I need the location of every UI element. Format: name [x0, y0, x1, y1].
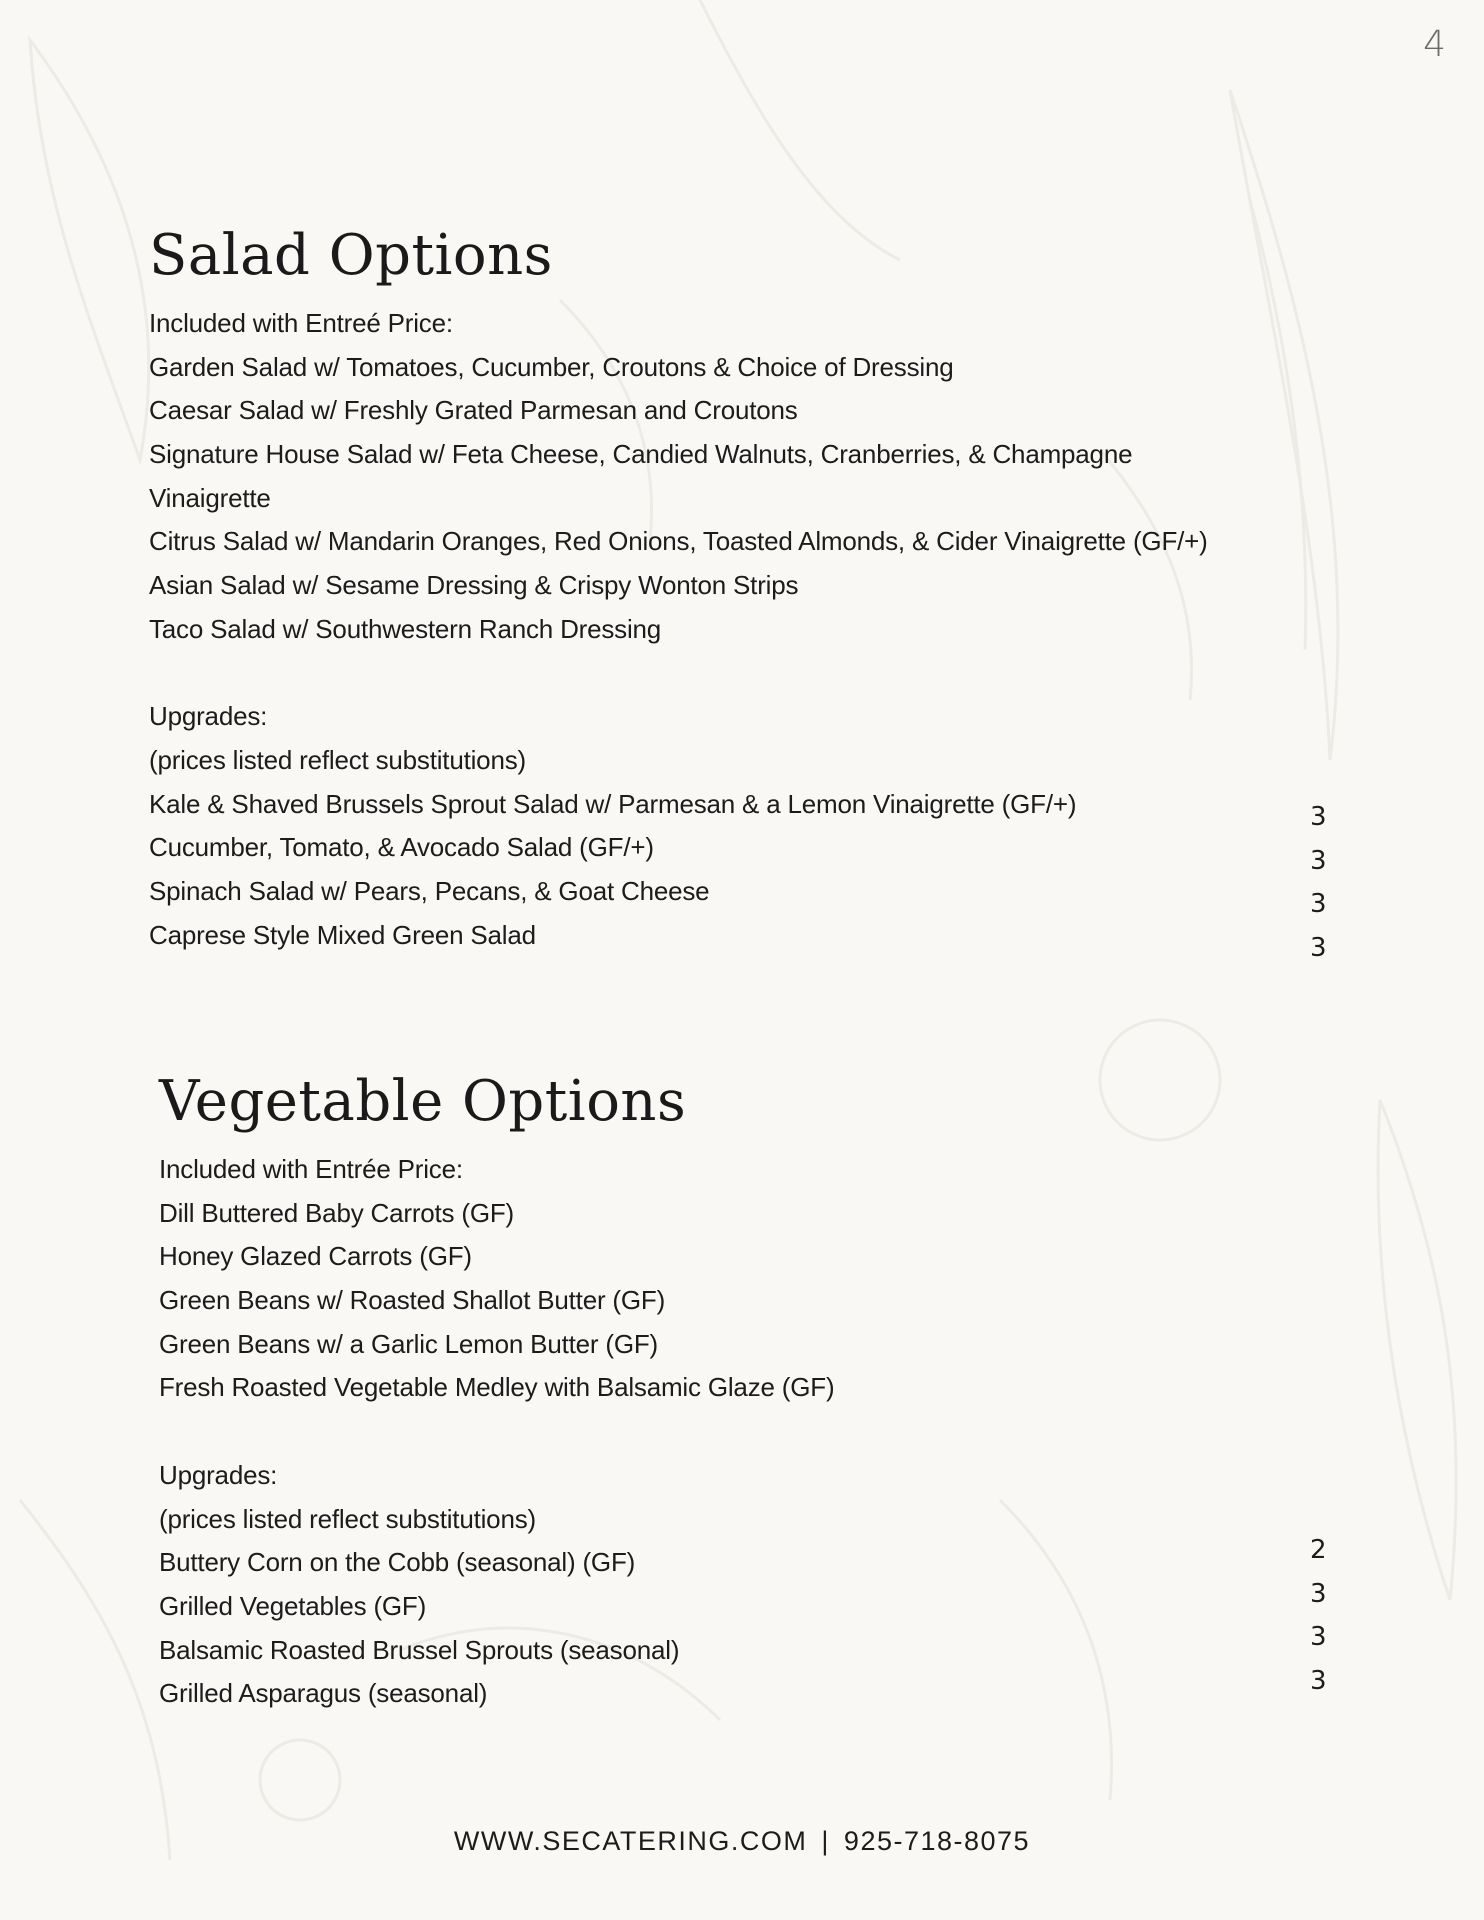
vegetable-section-title: Vegetable Options	[159, 1069, 687, 1134]
salad-options-section	[149, 222, 1349, 957]
salad-included-item: Asian Salad w/ Sesame Dressing & Crispy Wonton Strips	[149, 570, 799, 601]
vegetable-upgrades-label: Upgrades:	[159, 1459, 278, 1490]
website-link[interactable]: WWW.SECATERING.COM	[453, 1826, 808, 1856]
salad-upgrade-price: 3	[1310, 802, 1327, 832]
salad-section-title: Salad Options	[149, 223, 553, 288]
vegetable-included-item: Fresh Roasted Vegetable Medley with Balsamic Glaze (GF)	[159, 1372, 835, 1403]
salad-included-label: Included with Entreé Price:	[149, 308, 453, 338]
vegetable-upgrade-item: Grilled Vegetables (GF)	[159, 1590, 427, 1621]
vegetable-upgrade-item: Balsamic Roasted Brussel Sprouts (seasonal)	[159, 1634, 680, 1665]
vegetable-included-item: Dill Buttered Baby Carrots (GF)	[159, 1197, 515, 1228]
vegetable-options-section	[159, 1068, 1359, 1716]
salad-included-item: Citrus Salad w/ Mandarin Oranges, Red Onions, Toasted Almonds, & Cider Vinaigrette (GF/+)	[149, 526, 1208, 557]
salad-included-item: Signature House Salad w/ Feta Cheese, Candied Walnuts, Cranberries, & Champagne	[149, 439, 1133, 470]
vegetable-upgrade-prices	[1310, 1529, 1326, 1704]
salad-upgrades-label: Upgrades:	[149, 701, 268, 732]
salad-upgrade-price: 3	[1310, 889, 1327, 920]
salad-upgrade-item: Spinach Salad w/ Pears, Pecans, & Goat Cheese	[149, 875, 710, 906]
vegetable-upgrade-price: 3	[1310, 1666, 1327, 1697]
phone-number[interactable]: 925-718-8075	[843, 1826, 1031, 1856]
salad-upgrade-price: 3	[1310, 933, 1327, 964]
salad-included-item: Taco Salad w/ Southwestern Ranch Dressing	[149, 613, 662, 644]
vegetable-included-item: Green Beans w/ a Garlic Lemon Butter (GF)	[159, 1328, 658, 1359]
salad-included-item: Caesar Salad w/ Freshly Grated Parmesan and Croutons	[149, 395, 798, 426]
vegetable-upgrades-note: (prices listed reflect substitutions)	[159, 1503, 536, 1534]
vegetable-upgrade-price: 3	[1310, 1622, 1327, 1653]
salad-upgrade-price: 3	[1310, 845, 1327, 876]
vegetable-upgrade-item: Grilled Asparagus (seasonal)	[159, 1678, 488, 1709]
salad-included-item: Garden Salad w/ Tomatoes, Cucumber, Croutons & Choice of Dressing	[149, 351, 954, 382]
page-number: 4	[1423, 24, 1446, 65]
salad-upgrade-item: Caprese Style Mixed Green Salad	[149, 919, 536, 950]
salad-upgrade-item: Kale & Shaved Brussels Sprout Salad w/ Parmesan & a Lemon Vinaigrette (GF/+)	[149, 788, 1077, 819]
salad-upgrade-item: Cucumber, Tomato, & Avocado Salad (GF/+)	[149, 832, 654, 863]
footer-separator: |	[821, 1826, 830, 1856]
salad-upgrades-note: (prices listed reflect substitutions)	[149, 744, 526, 775]
vegetable-upgrade-price: 3	[1310, 1578, 1327, 1609]
vegetable-included-label: Included with Entrée Price:	[159, 1154, 463, 1184]
salad-included-item: Vinaigrette	[149, 482, 271, 513]
vegetable-upgrade-price: 2	[1310, 1535, 1327, 1565]
vegetable-upgrade-item: Buttery Corn on the Cobb (seasonal) (GF)	[159, 1547, 636, 1578]
vegetable-included-item: Green Beans w/ Roasted Shallot Butter (GF)	[159, 1285, 666, 1316]
salad-upgrade-prices	[1310, 796, 1326, 971]
footer-contact	[0, 1826, 1484, 1857]
vegetable-included-item: Honey Glazed Carrots (GF)	[159, 1241, 472, 1272]
